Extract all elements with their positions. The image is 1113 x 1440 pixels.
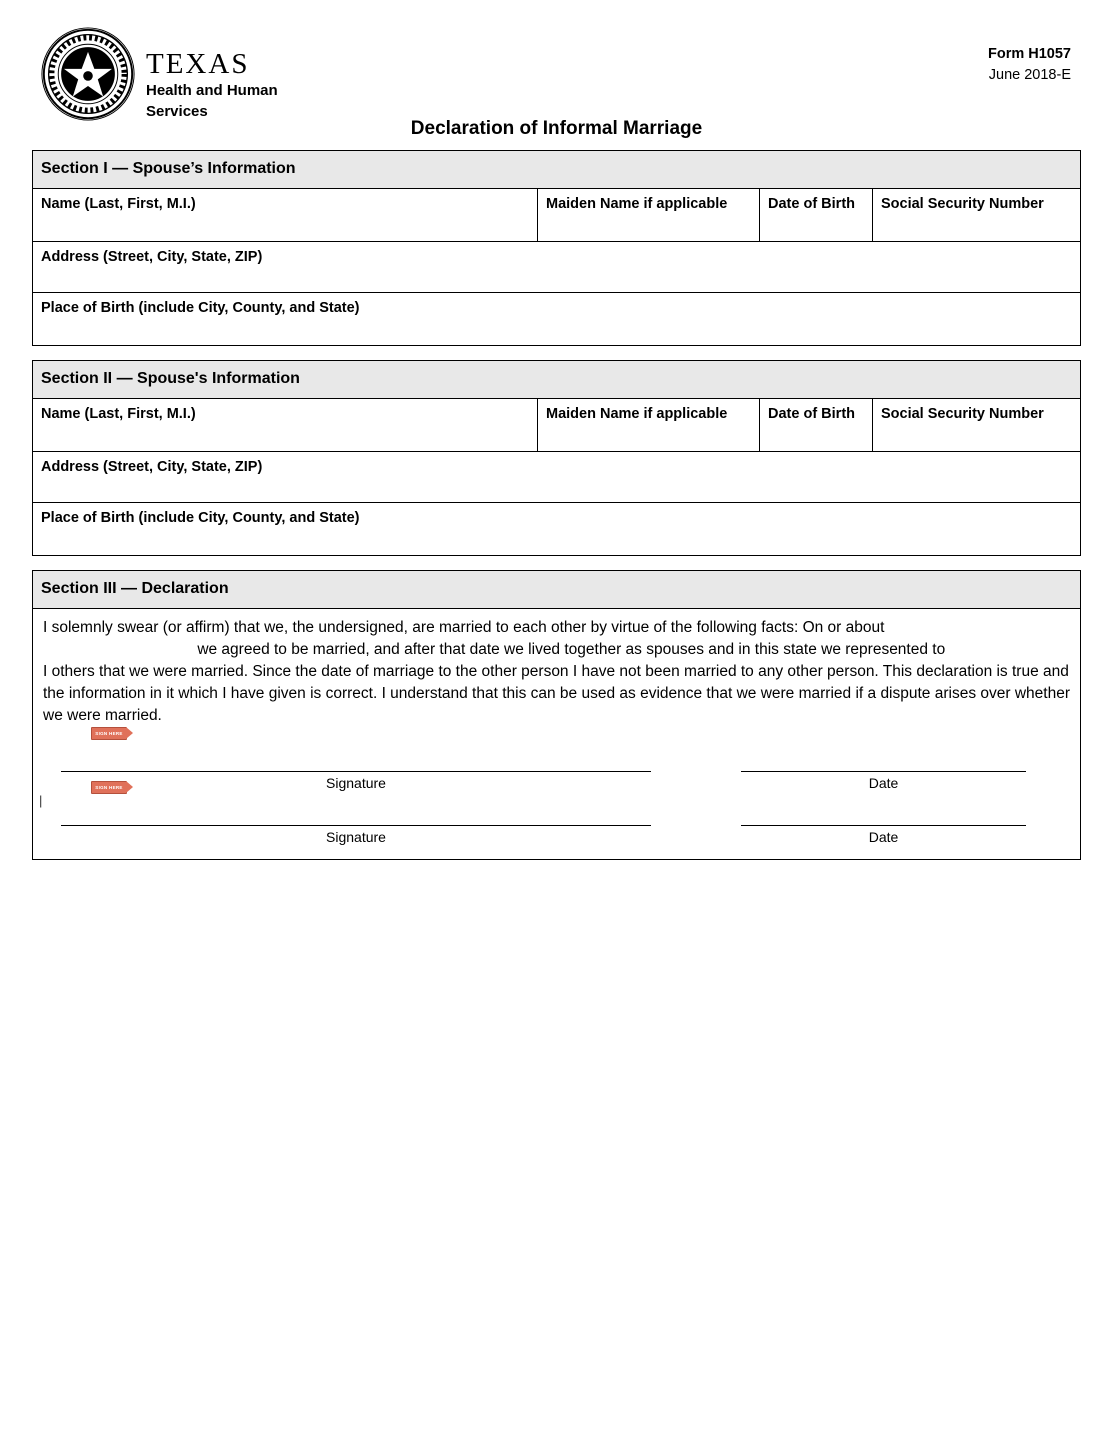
date-field-one[interactable] bbox=[741, 743, 1026, 791]
form-meta bbox=[988, 44, 1071, 86]
field-ssn-spouse-one[interactable]: Social Security Number bbox=[881, 196, 1044, 212]
field-name-spouse-two[interactable]: Name (Last, First, M.I.) bbox=[33, 399, 538, 451]
date-caption-one: Date bbox=[868, 775, 899, 791]
signature-area bbox=[33, 727, 1080, 859]
signature-row-one bbox=[33, 731, 1080, 791]
date-line-one[interactable] bbox=[741, 743, 1026, 772]
signature-caption-two: Signature bbox=[326, 829, 386, 845]
declaration-text bbox=[33, 609, 1080, 727]
field-maiden-name-spouse-one[interactable]: Maiden Name if applicable bbox=[538, 189, 760, 241]
texas-star-seal-icon bbox=[40, 26, 136, 122]
signature-line-one[interactable] bbox=[61, 743, 651, 772]
margin-tick-icon: | bbox=[39, 793, 43, 808]
page-header bbox=[32, 18, 1081, 139]
signature-field-two[interactable] bbox=[39, 785, 651, 845]
section-two-name-row bbox=[33, 399, 1080, 452]
declaration-line-two bbox=[43, 639, 1070, 661]
signature-field-one[interactable] bbox=[61, 731, 651, 791]
signature-line-two[interactable] bbox=[61, 797, 651, 826]
date-field-two[interactable] bbox=[741, 797, 1026, 845]
field-address-spouse-two[interactable]: Address (Street, City, State, ZIP) bbox=[41, 459, 263, 475]
section-two-place-of-birth-row bbox=[33, 503, 1080, 555]
field-maiden-name-spouse-two[interactable]: Maiden Name if applicable bbox=[538, 399, 760, 451]
declaration-line-one bbox=[43, 617, 1070, 639]
section-one-address-row bbox=[33, 242, 1080, 293]
form-revision-date: June 2018-E bbox=[988, 67, 1071, 84]
agency-logo bbox=[40, 26, 278, 122]
field-place-of-birth-spouse-two[interactable]: Place of Birth (include City, County, and State) bbox=[41, 510, 360, 526]
section-one-name-row bbox=[33, 189, 1080, 242]
section-spouse-two bbox=[32, 360, 1081, 556]
logo-agency-line2: Services bbox=[146, 102, 208, 120]
section-declaration bbox=[32, 570, 1081, 860]
field-address-spouse-one[interactable]: Address (Street, City, State, ZIP) bbox=[41, 249, 263, 265]
field-date-of-birth-spouse-one[interactable]: Date of Birth bbox=[760, 189, 873, 241]
section-three-heading: Section III — Declaration bbox=[33, 571, 1080, 609]
logo-state-name: TEXAS bbox=[146, 48, 250, 80]
declaration-text-part3: I others that we were married. Since the date of marriage to the other person I have not been married to any other person. This declaration is true and the information in it which I have given is correct. I understand that this can be used as evidence that we were married if a dispute arises over whether we were married. bbox=[43, 663, 1070, 724]
signature-row-two bbox=[33, 785, 1080, 845]
section-spouse-one bbox=[32, 150, 1081, 346]
section-one-heading: Section I — Spouse’s Information bbox=[33, 151, 1080, 189]
field-place-of-birth-spouse-one[interactable]: Place of Birth (include City, County, and State) bbox=[41, 300, 360, 316]
sign-here-tag-icon[interactable]: SIGN HERE bbox=[91, 727, 127, 740]
date-line-two[interactable] bbox=[741, 797, 1026, 826]
logo-agency-line1: Health and Human bbox=[146, 82, 278, 100]
field-date-of-birth-spouse-two[interactable]: Date of Birth bbox=[760, 399, 873, 451]
field-name-spouse-one[interactable]: Name (Last, First, M.I.) bbox=[33, 189, 538, 241]
signature-caption-one: Signature bbox=[326, 775, 386, 791]
section-two-heading: Section II — Spouse's Information bbox=[33, 361, 1080, 399]
date-caption-two: Date bbox=[868, 829, 899, 845]
section-one-place-of-birth-row bbox=[33, 293, 1080, 345]
declaration-text-part2: we agreed to be married, and after that date we lived together as spouses and in this state we represented to bbox=[197, 641, 946, 658]
form-number: Form H1057 bbox=[987, 46, 1071, 62]
page-title: Declaration of Informal Marriage bbox=[410, 118, 703, 139]
field-ssn-spouse-two[interactable]: Social Security Number bbox=[881, 406, 1044, 422]
section-two-address-row bbox=[33, 452, 1080, 503]
logo-wordmark bbox=[146, 26, 278, 121]
sign-here-tag-icon-two[interactable]: SIGN HERE bbox=[91, 781, 127, 794]
declaration-text-part1: I solemnly swear (or affirm) that we, the undersigned, are married to each other by virtue of the following facts: On or about bbox=[43, 619, 885, 636]
